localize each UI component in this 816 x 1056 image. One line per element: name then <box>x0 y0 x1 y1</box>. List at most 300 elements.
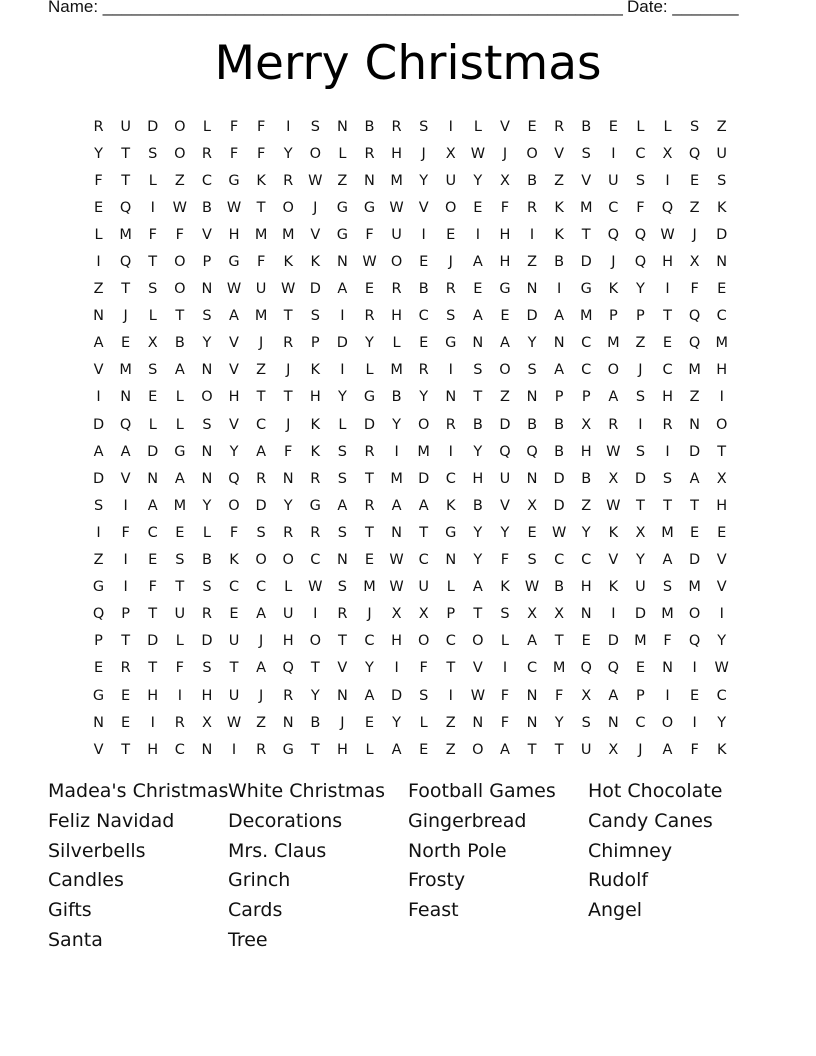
grid-letter: I <box>529 226 535 243</box>
grid-letter: B <box>554 254 565 271</box>
grid-letter: G <box>228 172 240 189</box>
grid-letter: G <box>92 687 105 704</box>
grid-letter: V <box>499 118 510 135</box>
grid-letter: K <box>310 416 321 433</box>
grid-letter: Q <box>580 660 592 677</box>
grid-letter: H <box>716 362 728 379</box>
grid-letter: N <box>553 335 565 352</box>
grid-letter: S <box>500 606 510 623</box>
grid-letter: Z <box>256 714 267 731</box>
grid-letter: M <box>254 308 268 325</box>
grid-letter: R <box>662 416 673 433</box>
grid-letter: A <box>147 497 158 514</box>
grid-letter: M <box>661 606 674 623</box>
grid-letter: L <box>148 172 157 189</box>
grid-letter: Z <box>256 362 267 379</box>
grid-letter: L <box>94 226 103 243</box>
grid-letter: N <box>716 254 728 271</box>
grid-letter: A <box>256 443 267 460</box>
grid-letter: Y <box>94 145 103 162</box>
grid-letter: F <box>229 524 239 541</box>
grid-letter: I <box>557 281 562 298</box>
grid-letter: F <box>148 226 157 243</box>
grid-letter: N <box>120 389 132 406</box>
grid-letter: Y <box>635 552 645 569</box>
grid-letter: I <box>665 172 670 189</box>
grid-letter: B <box>472 497 483 514</box>
grid-letter: I <box>665 281 670 298</box>
grid-letter: S <box>717 172 727 189</box>
grid-letter: T <box>175 308 185 325</box>
word-list-item: Decorations <box>228 809 343 832</box>
grid-letter: C <box>445 470 456 487</box>
grid-letter: V <box>93 741 104 758</box>
grid-letter: G <box>228 254 240 271</box>
grid-letter: M <box>390 172 403 189</box>
grid-letter: Y <box>581 524 591 541</box>
grid-letter: T <box>663 308 672 325</box>
grid-letter: W <box>389 552 404 569</box>
grid-letter: Y <box>419 389 429 406</box>
grid-letter: H <box>336 741 348 758</box>
grid-letter: K <box>310 362 321 379</box>
grid-letter: I <box>665 443 670 460</box>
word-list-item: White Christmas <box>228 780 386 802</box>
grid-letter: I <box>475 226 480 243</box>
grid-letter: L <box>419 714 428 731</box>
grid-letter: Q <box>634 254 647 271</box>
grid-letter: G <box>92 579 105 596</box>
grid-letter: W <box>660 226 675 243</box>
grid-letter: I <box>150 714 155 731</box>
grid-letter: T <box>581 226 591 243</box>
grid-letter: X <box>391 606 402 623</box>
grid-letter: B <box>581 118 592 135</box>
grid-letter: I <box>96 254 101 271</box>
grid-letter: D <box>689 443 701 460</box>
grid-letter: X <box>581 416 592 433</box>
grid-letter: S <box>662 579 673 596</box>
grid-letter: Y <box>365 335 374 352</box>
grid-letter: C <box>256 579 267 596</box>
grid-letter: Y <box>283 145 293 162</box>
grid-letter: N <box>201 741 213 758</box>
grid-letter: V <box>310 226 321 243</box>
grid-letter: F <box>175 226 184 243</box>
grid-letter: T <box>121 633 131 650</box>
grid-letter: Y <box>392 416 401 433</box>
grid-letter: F <box>500 687 510 704</box>
grid-letter: T <box>310 741 320 758</box>
grid-letter: X <box>499 172 510 189</box>
grid-letter: O <box>201 389 213 406</box>
grid-letter: V <box>201 226 212 243</box>
grid-letter: Y <box>365 660 374 677</box>
grid-letter: V <box>120 470 131 487</box>
word-list-item: Mrs. Claus <box>228 839 327 862</box>
grid-letter: M <box>607 335 620 352</box>
grid-letter: T <box>283 389 293 406</box>
grid-letter: A <box>174 362 185 379</box>
grid-letter: G <box>445 524 457 541</box>
grid-letter: T <box>121 172 131 189</box>
grid-letter: O <box>174 145 186 162</box>
grid-letter: K <box>310 254 321 271</box>
grid-letter: F <box>365 226 374 243</box>
grid-letter: J <box>313 199 318 216</box>
grid-letter: V <box>499 497 510 514</box>
grid-letter: E <box>473 199 483 216</box>
grid-letter: J <box>502 145 508 162</box>
grid-letter: O <box>174 254 186 271</box>
grid-letter: Z <box>689 199 700 216</box>
grid-letter: L <box>284 579 293 596</box>
grid-letter: V <box>229 362 239 379</box>
grid-letter: O <box>607 362 620 379</box>
word-list-item: Rudolf <box>588 869 649 892</box>
page-title: Merry Christmas <box>214 36 602 91</box>
grid-letter: D <box>526 308 538 325</box>
grid-letter: G <box>336 226 349 243</box>
grid-letter: A <box>662 552 673 569</box>
grid-letter: T <box>148 660 158 677</box>
grid-letter: F <box>500 714 510 731</box>
grid-letter: U <box>391 226 402 243</box>
grid-letter: W <box>308 172 323 189</box>
grid-letter: S <box>337 470 347 487</box>
grid-letter: C <box>174 741 185 758</box>
grid-letter: J <box>638 362 643 379</box>
grid-letter: L <box>338 145 347 162</box>
grid-letter: Y <box>527 335 537 352</box>
grid-letter: G <box>580 281 592 298</box>
grid-letter: N <box>201 281 213 298</box>
grid-letter: V <box>418 199 429 216</box>
grid-letter: F <box>419 660 428 677</box>
grid-letter: R <box>445 416 456 433</box>
grid-letter: L <box>365 362 374 379</box>
grid-letter: X <box>527 606 538 623</box>
grid-letter: F <box>229 118 239 135</box>
grid-letter: H <box>472 470 484 487</box>
grid-letter: Q <box>119 199 132 216</box>
grid-letter: B <box>527 172 538 189</box>
grid-letter: I <box>286 118 291 135</box>
grid-letter: S <box>527 552 537 569</box>
grid-letter: A <box>554 308 565 325</box>
grid-letter: V <box>716 552 727 569</box>
grid-letter: S <box>202 308 212 325</box>
grid-letter: B <box>527 416 538 433</box>
grid-letter: B <box>554 443 565 460</box>
grid-letter: I <box>421 226 426 243</box>
grid-letter: C <box>256 416 267 433</box>
grid-letter: U <box>282 606 294 623</box>
grid-letter: M <box>688 362 701 379</box>
grid-letter: X <box>554 606 565 623</box>
grid-letter: L <box>636 118 645 135</box>
grid-letter: F <box>500 199 510 216</box>
grid-letter: Y <box>500 524 510 541</box>
grid-letter: P <box>636 308 645 325</box>
grid-letter: W <box>226 199 242 216</box>
grid-letter: S <box>690 118 700 135</box>
grid-letter: J <box>692 226 697 243</box>
grid-letter: K <box>500 579 510 596</box>
grid-letter: E <box>419 254 429 271</box>
name-field-label: Name: _______________________________________________________ <box>48 0 623 16</box>
grid-letter: M <box>688 579 701 596</box>
grid-letter: N <box>526 470 538 487</box>
grid-letter: E <box>364 552 375 569</box>
grid-letter: F <box>690 281 699 298</box>
grid-letter: C <box>716 308 727 325</box>
grid-letter: T <box>121 145 131 162</box>
grid-letter: I <box>313 606 318 623</box>
grid-letter: H <box>309 389 321 406</box>
grid-letter: E <box>148 389 158 406</box>
grid-letter: Z <box>337 172 348 189</box>
grid-letter: Y <box>717 714 727 731</box>
grid-letter: T <box>527 741 537 758</box>
grid-letter: N <box>580 606 592 623</box>
grid-letter: P <box>310 335 320 352</box>
grid-letter: D <box>255 497 267 514</box>
grid-letter: C <box>228 579 240 596</box>
grid-letter: N <box>391 524 402 541</box>
grid-letter: U <box>445 172 457 189</box>
grid-letter: X <box>445 145 456 162</box>
grid-letter: N <box>526 389 538 406</box>
grid-letter: L <box>446 579 455 596</box>
grid-letter: X <box>608 741 619 758</box>
grid-letter: B <box>554 416 565 433</box>
grid-letter: A <box>608 389 619 406</box>
word-list-item: Candy Canes <box>588 809 713 832</box>
grid-letter: T <box>446 660 456 677</box>
grid-letter: U <box>635 579 646 596</box>
grid-letter: H <box>716 497 728 514</box>
word-list-item: Tree <box>228 928 268 951</box>
grid-letter: S <box>419 687 429 704</box>
grid-letter: P <box>94 633 103 650</box>
grid-letter: M <box>363 579 376 596</box>
grid-letter: W <box>172 199 187 216</box>
grid-letter: E <box>121 714 131 731</box>
grid-letter: N <box>201 443 213 460</box>
grid-letter: L <box>500 633 509 650</box>
grid-letter: L <box>473 118 482 135</box>
grid-letter: C <box>608 199 619 216</box>
grid-letter: R <box>174 714 185 731</box>
grid-letter: W <box>470 145 486 162</box>
grid-letter: J <box>258 335 264 352</box>
grid-letter: C <box>445 633 456 650</box>
grid-letter: D <box>553 497 565 514</box>
grid-letter: M <box>417 443 430 460</box>
grid-letter: N <box>607 714 619 731</box>
grid-letter: M <box>281 226 295 243</box>
grid-letter: C <box>635 145 646 162</box>
grid-letter: S <box>635 172 646 189</box>
grid-letter: M <box>390 362 403 379</box>
grid-letter: S <box>202 660 212 677</box>
word-list-item: Gingerbread <box>408 809 527 832</box>
grid-letter: U <box>608 172 619 189</box>
grid-letter: O <box>282 199 294 216</box>
grid-letter: P <box>554 389 564 406</box>
grid-letter: A <box>527 633 537 650</box>
grid-letter: F <box>94 172 103 189</box>
grid-letter: S <box>581 714 591 731</box>
grid-letter: Q <box>228 470 240 487</box>
grid-letter: C <box>364 633 375 650</box>
grid-letter: U <box>418 579 429 596</box>
grid-letter: F <box>175 660 184 677</box>
grid-letter: X <box>716 470 727 487</box>
grid-letter: D <box>499 416 511 433</box>
grid-letter: Q <box>607 226 620 243</box>
grid-letter: A <box>499 741 510 758</box>
grid-letter: T <box>148 254 158 271</box>
grid-letter: A <box>554 362 565 379</box>
grid-letter: L <box>175 416 184 433</box>
word-list-item: Hot Chocolate <box>588 780 723 802</box>
grid-letter: I <box>502 660 508 677</box>
grid-letter: O <box>309 633 321 650</box>
grid-letter: N <box>364 172 375 189</box>
grid-letter: C <box>662 362 673 379</box>
grid-letter: I <box>448 118 453 135</box>
grid-letter: K <box>554 199 564 216</box>
grid-letter: W <box>389 199 404 216</box>
grid-letter: R <box>283 524 294 541</box>
grid-letter: X <box>581 687 592 704</box>
word-list-item: Chimney <box>588 839 673 862</box>
grid-letter: N <box>201 470 213 487</box>
grid-letter: C <box>418 552 429 569</box>
grid-letter: X <box>635 524 646 541</box>
grid-letter: W <box>308 579 323 596</box>
grid-letter: G <box>363 389 376 406</box>
grid-letter: U <box>255 281 267 298</box>
grid-letter: T <box>148 606 158 623</box>
grid-letter: T <box>256 389 266 406</box>
grid-letter: D <box>689 552 701 569</box>
grid-letter: W <box>226 714 242 731</box>
grid-letter: H <box>580 579 592 596</box>
grid-letter: F <box>229 145 239 162</box>
grid-letter: A <box>391 741 402 758</box>
grid-letter: S <box>310 308 320 325</box>
grid-letter: E <box>419 335 429 352</box>
grid-letter: R <box>283 172 294 189</box>
grid-letter: O <box>417 633 430 650</box>
grid-letter: H <box>201 687 213 704</box>
grid-letter: Y <box>554 714 564 731</box>
grid-letter: E <box>635 660 645 677</box>
grid-letter: N <box>201 362 213 379</box>
grid-letter: R <box>364 443 375 460</box>
grid-letter: R <box>256 741 267 758</box>
grid-letter: T <box>337 633 347 650</box>
grid-letter: Q <box>688 145 701 162</box>
word-search-grid <box>85 113 735 763</box>
word-list <box>48 777 768 956</box>
grid-letter: I <box>665 687 670 704</box>
grid-letter: I <box>448 687 453 704</box>
word-list-item: Silverbells <box>48 839 146 862</box>
grid-letter: Q <box>526 443 538 460</box>
grid-letter: Z <box>716 118 727 135</box>
grid-letter: I <box>719 389 724 406</box>
grid-letter: D <box>580 254 592 271</box>
grid-letter: Q <box>499 443 511 460</box>
grid-letter: D <box>634 606 646 623</box>
grid-letter: G <box>499 281 511 298</box>
grid-letter: M <box>661 524 674 541</box>
grid-letter: I <box>611 606 616 623</box>
grid-letter: T <box>365 524 374 541</box>
grid-letter: S <box>662 470 673 487</box>
grid-letter: M <box>552 660 566 677</box>
grid-letter: P <box>581 389 591 406</box>
grid-letter: D <box>716 226 728 243</box>
grid-letter: P <box>121 606 131 623</box>
grid-letter: G <box>309 497 321 514</box>
word-list-item: Madea's Christmas <box>48 780 229 802</box>
grid-letter: I <box>611 145 616 162</box>
grid-letter: F <box>690 741 699 758</box>
grid-letter: Z <box>499 389 510 406</box>
grid-letter: G <box>363 199 376 216</box>
grid-letter: N <box>689 416 701 433</box>
grid-letter: S <box>148 145 158 162</box>
grid-letter: S <box>93 497 104 514</box>
grid-letter: V <box>229 416 239 433</box>
grid-letter: Z <box>581 497 592 514</box>
grid-letter: T <box>690 497 700 514</box>
grid-letter: B <box>174 335 185 352</box>
grid-letter: X <box>201 714 212 731</box>
grid-letter: S <box>635 443 646 460</box>
grid-letter: X <box>608 470 619 487</box>
grid-letter: C <box>554 552 565 569</box>
grid-letter: Y <box>473 172 483 189</box>
grid-letter: E <box>121 687 131 704</box>
grid-letter: R <box>418 362 429 379</box>
grid-letter: L <box>175 389 184 406</box>
grid-letter: A <box>256 606 267 623</box>
grid-letter: R <box>364 497 375 514</box>
grid-letter: H <box>147 741 159 758</box>
grid-letter: E <box>690 524 700 541</box>
grid-letter: B <box>201 199 212 216</box>
grid-letter: Z <box>635 335 646 352</box>
grid-letter: K <box>283 254 293 271</box>
grid-letter: I <box>123 579 128 596</box>
grid-letter: I <box>150 199 155 216</box>
grid-letter: I <box>177 687 182 704</box>
grid-letter: J <box>340 714 345 731</box>
grid-letter: K <box>229 552 239 569</box>
grid-letter: A <box>472 308 483 325</box>
grid-letter: R <box>256 470 267 487</box>
grid-letter: X <box>527 497 538 514</box>
grid-letter: I <box>719 606 724 623</box>
grid-letter: F <box>256 254 266 271</box>
grid-letter: T <box>229 660 239 677</box>
